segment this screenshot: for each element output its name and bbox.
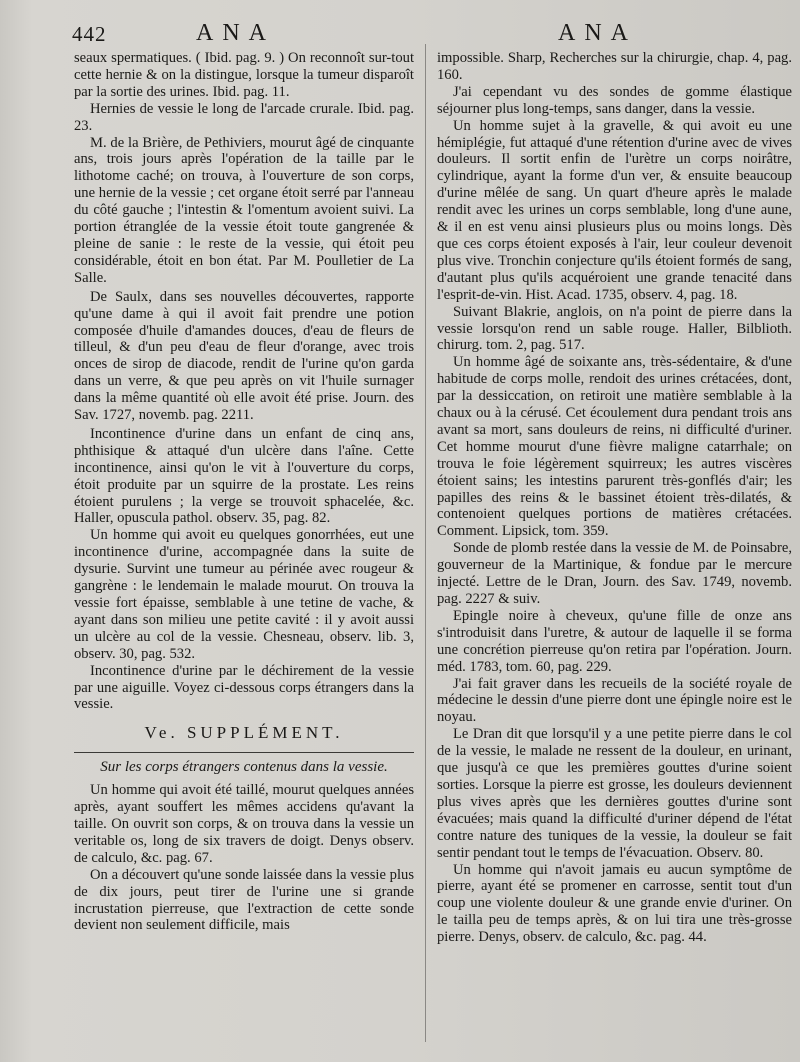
paragraph: J'ai fait graver dans les recueils de la société royale de médecine le dessin d'une pierre dont une épingle noire est le noyau. (437, 675, 792, 726)
paragraph: Epingle noire à cheveux, qu'une fille de onze ans s'introduisit dans l'uretre, & autour de laquelle il se forma une concrétion pierreuse qu'on retira par l'opération. Journ. méd. 1783, tom. 60, pag. 229. (437, 607, 792, 675)
paragraph: Sonde de plomb restée dans la vessie de M. de Poinsabre, gouverneur de la Martinique, & fondue par le mercure injecté. Lettre de le Dran, Journ. des Sav. 1749, novemb. pag. 2227 & suiv. (437, 540, 792, 607)
paragraph: Suivant Blakrie, anglois, on n'a point de pierre dans la vessie lorsqu'on rend un sable rouge. Haller, Bilblioth. chirurg. tom. 2, pag. 517. (437, 303, 792, 354)
left-column (74, 50, 414, 1050)
paragraph: Hernies de vessie le long de l'arcade crurale. Ibid. pag. 23. (74, 100, 414, 134)
paragraph: Un homme qui n'avoit jamais eu aucun symptôme de pierre, ayant été se promener en carrosse, sentit tout d'un coup une violente douleur & une grande envie d'uriner. On le tailla peu de temps après, & on lui tira une très-grosse pierre. Denys, observ. de calculo, &c. pag. 44. (437, 861, 792, 946)
paragraph: Un homme qui avoit eu quelques gonorrhées, eut une incontinence d'urine, accompagnée dans la suite de dysurie. Survint une tumeur au périnée avec rougeur & gangrène : le lendemain le malade mourut. On trouva la vessie fort épaisse, semblable à une tetine de vache, & ayant dans son milieu une petite cavité : il y avoit aussi un ulcère au col de la vessie. Chesneau, observ. lib. 3, observ. 30, pag. 532. (74, 527, 414, 662)
page-header (0, 14, 800, 48)
paragraph: Un homme sujet à la gravelle, & qui avoit eu une hémiplégie, fut attaqué d'une rétention d'urine avec de vives douleurs. Il sortit enfin de l'urètre un corps noirâtre, cylindrique, ayant la forme d'un ver, & ensuite beaucoup d'urine mêlée de sang. Un quart d'heure après le malade rendit avec les urines un corps semblable, long d'une aune, & il en est venu ainsi plusieurs plus ou moins longs. Dès que ces corps étoient exposés à l'air, leur couleur devenoit plus vive. Tronchin conjecture qu'ils étoient formés de sang, d'autant plus qu'ils acquéroient une grande tenacité dans l'esprit-de-vin. Hist. Acad. 1735, observ. 4, pag. 18. (437, 117, 792, 303)
running-head-right: ANA (558, 20, 637, 46)
column-divider (425, 44, 426, 1042)
page-number: 442 (72, 22, 107, 46)
paragraph: impossible. Sharp, Recherches sur la chirurgie, chap. 4, pag. 160. (437, 50, 792, 83)
paragraph: M. de la Brière, de Pethiviers, mourut âgé de cinquante ans, trois jours après l'opération de la taille par le lithotome caché; on trouva, à l'ouverture de son corps, une hernie de la vessie ; cet organe étoit serré par l'anneau du côté gauche ; l'intestin & l'omentum avoient suivi. La portion étranglée de la vessie étoit toute gangrenée & pleine de sanie : le reste de la vessie, qui étoit peu considérable, étoit en bon état. Par M. Poulletier de La Salle. (74, 134, 414, 286)
paragraph: Un homme âgé de soixante ans, très-sédentaire, & d'une habitude de corps molle, rendoit des urines crétacées, dont, par la dessiccation, on retiroit une matière semblable à la chaux ou à la cérusé. Cet écoulement dura pendant trois ans avant sa mort, sans douleurs de reins, ni difficulté d'uriner. Cet homme mourut d'une fièvre maligne catarrhale; on trouva le foie légèrement squirreux; les autres viscères étoient sains; les intestins parurent très-gonflés d'air; les papilles des reins & le bassinet étoient très-dilatés, & contenoient quelques portions de matières crétacées. Comment. Lipsick, tom. 359. (437, 354, 792, 540)
paragraph: Incontinence d'urine par le déchirement de la vessie par une aiguille. Voyez ci-dessous corps étrangers dans la vessie. (74, 662, 414, 713)
paragraph: Un homme qui avoit été taillé, mourut quelques années après, ayant souffert les mêmes accidens qu'avant la taille. On ouvrit son corps, & on trouva dans la vessie un veritable os, long de six travers de doigt. Denys observ. de calculo, &c. pag. 67. (74, 782, 414, 866)
running-head-left: ANA (196, 20, 275, 46)
paragraph: Incontinence d'urine dans un enfant de cinq ans, phthisique & attaqué d'un ulcère dans l'aîne. Cette incontinence, ainsi qu'on le vit à l'ouverture du corps, étoit produite par un squirre de la prostate. Les reins étoient purulens ; la verge se trouvoit sphacelée, &c. Haller, opuscula pathol. observ. 35, pag. 82. (74, 425, 414, 527)
paragraph: Le Dran dit que lorsqu'il y a une petite pierre dans le col de la vessie, le malade ne ressent de la douleur, en urinant, que jusqu'à ce que les premières gouttes d'urine soient sorties. Lorsque la pierre est grosse, les douleurs deviennent plus vives après que les dernières gouttes d'urine sont évacuées; mais quand la difficulté d'uriner dépend de l'état contre nature des tuniques de la vessie, la douleur se fait sentir pendant tout le temps de l'évacuation. Observ. 80. (437, 726, 792, 861)
section-title: Ve. SUPPLÉMENT. (144, 723, 344, 743)
paragraph: De Saulx, dans ses nouvelles découvertes, rapporte qu'une dame à qui il avoit fait prendre une potion composée d'huile d'amandes douces, d'eau de fleurs de tilleul, & d'un peu d'eau de fleur d'orange, avec trois onces de sirop de diacode, rendit de l'urine qu'on garda dans un verre, & que peu après on vit l'huile surnager dans la même quantité où elle avoit été prise. Journ. des Sav. 1727, novemb. pag. 2211. (74, 288, 414, 424)
paragraph: On a découvert qu'une sonde laissée dans la vessie plus de dix jours, peut tirer de l'urine une si grande incrustation pierreuse, que l'extraction de cette sonde devient non seulement difficile, mais (74, 866, 414, 934)
section-subtitle: Sur les corps étrangers contenus dans la vessie. (74, 752, 414, 776)
right-column (437, 50, 792, 1050)
paragraph: seaux spermatiques. ( Ibid. pag. 9. ) On reconnoît sur-tout cette hernie & on la distingue, lorsque la tumeur disparoît par la sortie des urines. Ibid. pag. 11. (74, 50, 414, 100)
paragraph: J'ai cependant vu des sondes de gomme élastique séjourner plus long-temps, sans danger, dans la vessie. (437, 83, 792, 117)
